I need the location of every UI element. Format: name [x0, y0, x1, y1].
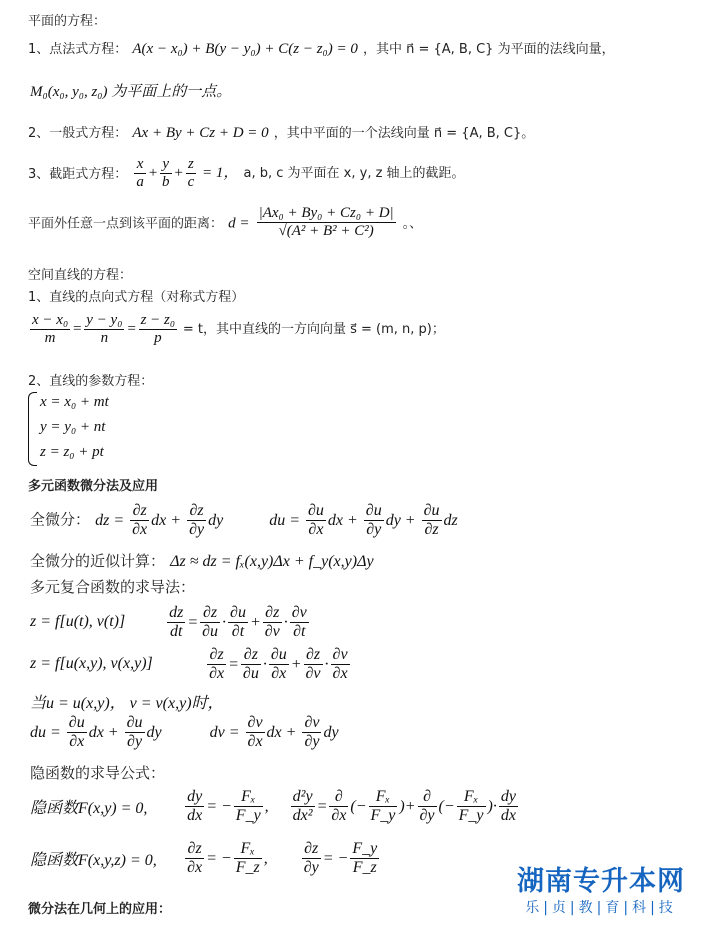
intercept-row [28, 156, 465, 192]
implicit-row-1 [30, 788, 520, 826]
geometry-heading: 微分法在几何上的应用： [28, 902, 172, 917]
composite-row-1 [30, 604, 311, 642]
watermark-title: 湖南专升本网 [517, 866, 685, 897]
total-diff-row [30, 502, 458, 540]
total-diff-du: du = $\frac{\partial u}{\partial x}$ dx + $\frac{\partial u}{\partial y}$ dy + $\frac{\partial u}{\partial z}$ dz [269, 502, 458, 539]
total-diff-dz: dz = $\frac{\partial z}{\partial x}$ dx + $\frac{\partial z}{\partial y}$ dy [95, 502, 228, 539]
point-normal-equation: A(x − x₀) + B(y − y₀) + C(z − z₀) = 0 [132, 41, 358, 57]
du-dv-row [30, 714, 339, 752]
composite-row-2 [30, 646, 352, 684]
composite-2-lhs: z = f[u(x,y), v(x,y)] [30, 655, 153, 673]
composite-1-rhs: $\frac{dz}{dt}$ = $\frac{\partial z}{\partial u}$ · $\frac{\partial u}{\partial t}$ + $\frac{\partial z}{\partial v}$ · $\frac{\partial v}{\partial t}$ [169, 604, 307, 641]
plane-heading: 平面的方程： [28, 14, 107, 29]
param-eq-y: y = y₀ + nt [40, 419, 106, 435]
implicit-1-lhs: 隐函数F(x,y) = 0, [30, 799, 148, 817]
distance-lhs: d = [228, 215, 250, 232]
approx-equation: Δz ≈ dz = fₓ(x,y)Δx + f_y(x,y)Δy [170, 553, 374, 570]
implicit-2-dzdx: $\frac{\partial z}{\partial x}$ = − $\frac{\text{Fₓ}}{F\_z}$ , [187, 840, 272, 877]
point-normal-label: 1、点法式方程： [28, 42, 128, 57]
composite-label: 多元复合函数的求导法： [30, 578, 196, 596]
multivar-heading: 多元函数微分法及应用 [28, 479, 159, 494]
symmetric-label: 1、直线的点向式方程（对称式方程） [28, 290, 245, 305]
distance-label: 平面外任意一点到该平面的距离： [28, 216, 224, 232]
symmetric-tail: = t，其中直线的一方向向量 s⃗ = (m, n, p)； [182, 322, 445, 338]
general-equation: Ax + By + Cz + D = 0 [132, 125, 269, 141]
symmetric-row [28, 312, 445, 348]
general-row [28, 122, 534, 142]
composite-2-rhs: $\frac{\partial z}{\partial x}$ = $\frac{\partial z}{\partial u}$ · $\frac{\partial u}{\partial x}$ + $\frac{\partial z}{\partial v}$ · $\frac{\partial v}{\partial x}$ [209, 646, 348, 683]
distance-denominator: √(A² + B² + C²) [278, 223, 374, 240]
distance-row [28, 205, 422, 241]
point-normal-row [28, 38, 615, 58]
param-eq-z: z = z₀ + pt [40, 444, 104, 460]
when-text: 当u = u(x,y)， v = v(x,y)时， [30, 695, 224, 712]
total-diff-label: 全微分： [30, 510, 91, 529]
distance-numerator: |Ax₀ + By₀ + Cz₀ + D| [257, 205, 396, 223]
implicit-2-dzdy: $\frac{\partial z}{\partial y}$ = − $\frac{F\_y}{F\_z}$ [303, 840, 378, 877]
symmetric-equation: $\frac{\text{x − x₀}}{m}$ = $\frac{\text{y − y₀}}{n}$ = $\frac{\text{z − z₀}}{p}$ [32, 312, 176, 347]
composite-1-lhs: z = f[u(t), v(t)] [30, 613, 126, 631]
intercept-equation: $\frac{x}{a}$ + $\frac{y}{b}$ + $\frac{z}{c}$ [136, 156, 195, 191]
distance-fraction [257, 205, 396, 241]
implicit-1-second: $\frac{\text{d²y}}{\text{dx²}}$ = $\frac{\partial}{\partial x}$ (− $\frac{\text{Fₓ}}{F\_y}$ )+ $\frac{\partial}{\partial y}$ (− $\frac{\text{Fₓ}}{F\_y}$ )· $\frac{dy}{dx}$ [292, 788, 516, 825]
du-equation: du = $\frac{\partial u}{\partial x}$ dx + $\frac{\partial u}{\partial y}$ dy [30, 714, 166, 751]
approx-label: 全微分的近似计算： [30, 552, 166, 570]
intercept-label: 3、截距式方程： [28, 167, 128, 183]
watermark-logo [506, 866, 696, 918]
param-brace [28, 392, 37, 466]
general-label: 2、一般式方程： [28, 126, 128, 141]
implicit-1-first: $\frac{dy}{dx}$ = − $\frac{\text{Fₓ}}{F\_y}$ , [187, 788, 273, 825]
implicit-row-2 [30, 840, 381, 878]
distance-tail: 。、 [402, 216, 423, 232]
approx-row [30, 550, 374, 571]
param-label: 2、直线的参数方程： [28, 374, 154, 389]
intercept-equation-tail: = 1， [202, 165, 239, 182]
param-eq-x: x = x₀ + mt [40, 394, 109, 410]
watermark-subtitle: 乐|贞|教|育|科|技 [525, 900, 677, 916]
point-normal-note: ，其中 n⃗ = {A, B, C} 为平面的法线向量， [362, 42, 615, 57]
dv-equation: dv = $\frac{\partial v}{\partial x}$ dx + $\frac{\partial v}{\partial y}$ dy [209, 714, 339, 751]
general-note: ，其中平面的一个法线向量 n⃗ = {A, B, C}。 [273, 126, 535, 141]
line-heading: 空间直线的方程： [28, 268, 133, 283]
implicit-label: 隐函数的求导公式： [30, 764, 166, 782]
intercept-note: a, b, c 为平面在 x, y, z 轴上的截距。 [243, 166, 465, 182]
point-note: M₀(x₀, y₀, z₀) 为平面上的一点。 [30, 84, 232, 100]
implicit-2-lhs: 隐函数F(x,y,z) = 0, [30, 851, 157, 869]
